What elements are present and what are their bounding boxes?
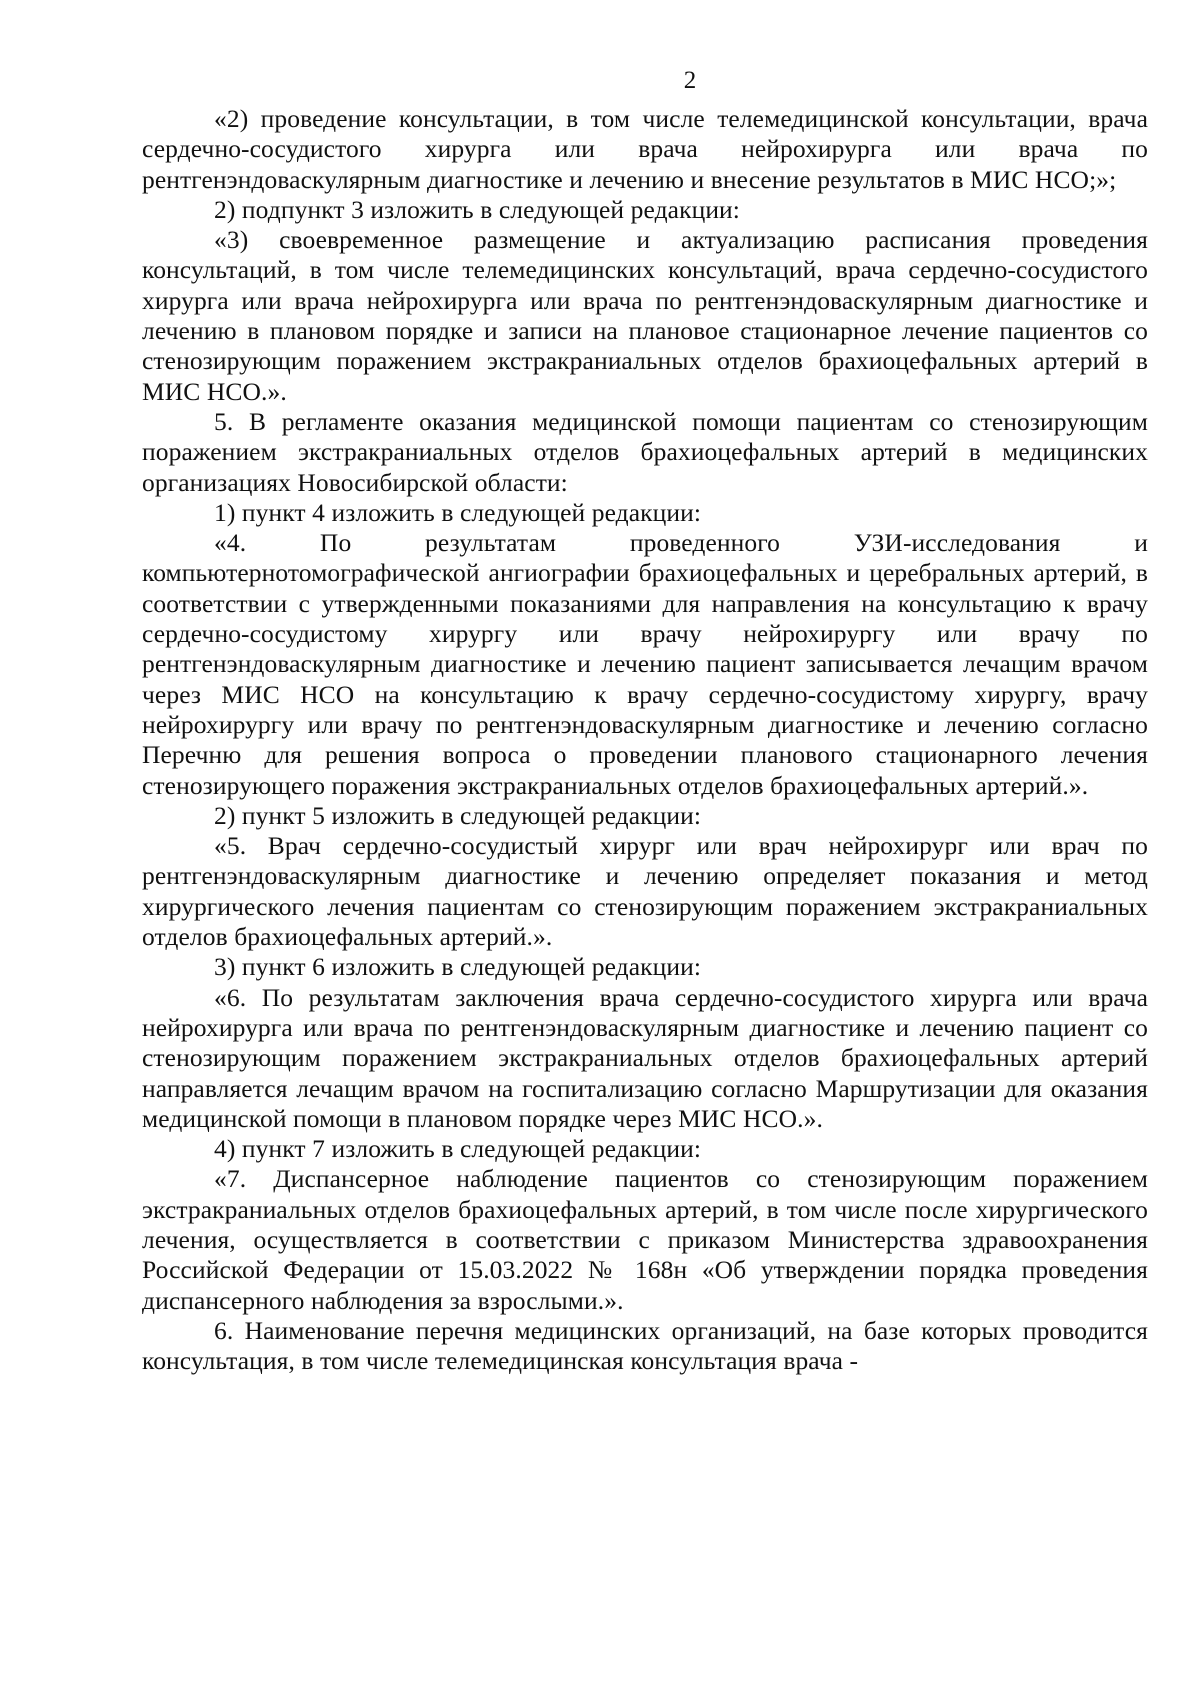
paragraph-item-3-text: «3) своевременное размещение и актуализацию расписания проведения консультаций, в том числе телемедицинских консультаций, врача сердечно-сосудистого хирурга или врача нейрохирурга или врача по рентгенэндоваскулярным диагностике и лечению в плановом порядке и записи на плановое стационарное лечение пациентов со стенозирующим поражением экстракраниальных отделов брахиоцефальных артерий в МИС НСО.». <box>142 225 1148 406</box>
paragraph-point-6-heading: 3) пункт 6 изложить в следующей редакции: <box>214 952 702 982</box>
paragraph-subpoint-3-heading: 2) подпункт 3 изложить в следующей редакции: <box>214 194 740 224</box>
paragraph-point-4-heading: 1) пункт 4 изложить в следующей редакции: <box>214 497 702 527</box>
paragraph-section-5: 5. В регламенте оказания медицинской помощи пациентам со стенозирующим поражением экстракраниальных отделов брахиоцефальных артерий в медицинских организациях Новосибирской области: <box>142 406 1148 497</box>
paragraph-point-7-heading: 4) пункт 7 изложить в следующей редакции: <box>214 1134 702 1164</box>
paragraph-point-4-text: «4. По результатам проведенного УЗИ-исследования и компьютернотомографической ангиографии брахиоцефальных и церебральных артерий, в соответствии с утвержденными показаниями для направления на консультацию к врачу сердечно-сосудистому хирургу или врачу нейрохирургу или врачу по рентгенэндоваскулярным диагностике и лечению пациент записывается лечащим врачом через МИС НСО на консультацию к врачу сердечно-сосудистому хирургу, врачу нейрохирургу или врачу по рентгенэндоваскулярным диагностике и лечению согласно Перечню для решения вопроса о проведении планового стационарного лечения стенозирующего поражения экстракраниальных отделов брахиоцефальных артерий.». <box>142 528 1148 800</box>
page-number: 2 <box>683 67 697 94</box>
paragraph-section-6: 6. Наименование перечня медицинских организаций, на базе которых проводится консультация, в том числе телемедицинская консультация врача - <box>142 1315 1148 1376</box>
paragraph-point-5-text: «5. Врач сердечно-сосудистый хирург или врач нейрохирург или врач по рентгенэндоваскулярным диагностике и лечению определяет показания и метод хирургического лечения пациентам со стенозирующим поражением экстракраниальных отделов брахиоцефальных артерий.». <box>142 831 1148 952</box>
paragraph-point-6-text: «6. По результатам заключения врача сердечно-сосудистого хирурга или врача нейрохирурга или врача по рентгенэндоваскулярным диагностике и лечению пациент со стенозирующим поражением экстракраниальных отделов брахиоцефальных артерий направляется лечащим врачом на госпитализацию согласно Маршрутизации для оказания медицинской помощи в плановом порядке через МИС НСО.». <box>142 982 1148 1133</box>
paragraph-item-2-text: «2) проведение консультации, в том числе телемедицинской консультации, врача сердечно-сосудистого хирурга или врача нейрохирурга или врача по рентгенэндоваскулярным диагностике и лечению и внесение результатов в МИС НСО;»; <box>142 104 1148 194</box>
paragraph-point-7-text: «7. Диспансерное наблюдение пациентов со стенозирующим поражением экстракраниальных отделов брахиоцефальных артерий, в том числе после хирургического лечения, осуществляется в соответствии с приказом Министерства здравоохранения Российской Федерации от 15.03.2022 № 168н «Об утверждении порядка проведения диспансерного наблюдения за взрослыми.». <box>142 1164 1148 1315</box>
paragraph-point-5-heading: 2) пункт 5 изложить в следующей редакции: <box>214 800 702 830</box>
